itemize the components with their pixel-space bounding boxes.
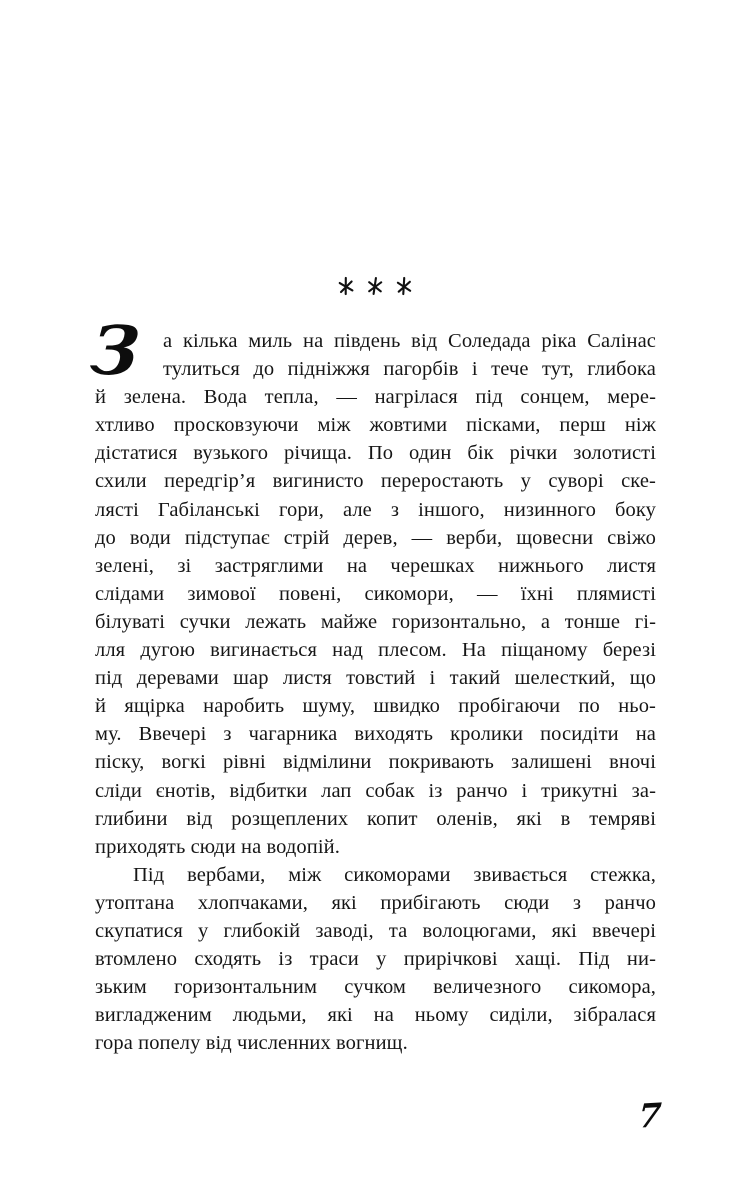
text-line: білуваті сучки лежать майже горизонтально, а тонше гі- <box>95 610 656 633</box>
text-line: а кілька миль на південь від Соледада ріка Салінас <box>163 330 656 352</box>
section-break-ornament <box>0 276 750 296</box>
text-line: до води підступає стрій дерев, — верби, щовесни свіжо <box>95 526 656 549</box>
text-line: Під вербами, між сикоморами звивається стежка, <box>133 863 656 886</box>
asterisk-icon <box>337 275 355 296</box>
asterisk-icon <box>396 276 413 297</box>
page-number: 7 <box>637 1095 663 1136</box>
body-text-block <box>88 311 656 1057</box>
text-line: втомлено сходять із траси у прирічкові хащі. Під ни- <box>95 948 656 971</box>
text-line: зьким горизонтальним сучком величезного сикомора, <box>95 976 656 999</box>
text-line: й зелена. Вода тепла, — нагрілася під сонцем, мере- <box>95 386 656 409</box>
paragraph <box>88 311 656 861</box>
text-line: му. Ввечері з чагарника виходять кролики посидіти на <box>95 723 656 746</box>
text-line: схили передгір’я вигинисто переростають у суворі ске- <box>95 470 656 493</box>
text-line: піску, вогкі рівні відмілини покривають залишені вночі <box>95 751 656 774</box>
text-line: вигладженим людьми, які на ньому сиділи, зібралася <box>95 1004 656 1027</box>
asterisk-icon <box>366 276 383 297</box>
text-line: глибини від розщеплених копит оленів, які в темряві <box>95 807 656 830</box>
drop-cap: З <box>88 311 143 390</box>
text-line: сліди єнотів, відбитки лап собак із ранчо і трикутні за- <box>95 779 656 802</box>
text-line: лясті Габіланські гори, але з іншого, низинного боку <box>95 498 656 521</box>
text-line: дістатися вузького річища. По один бік річки золотисті <box>95 442 656 465</box>
text-line: й ящірка наробить шуму, швидко пробігаючи по ньо- <box>95 695 656 718</box>
text-line: хтливо просковзуючи між жовтими пісками, перш ніж <box>95 414 656 437</box>
text-line: скупатися у глибокій заводі, та волоцюгами, які ввечері <box>95 919 656 942</box>
text-line: утоптана хлопчаками, які прибігають сюди з ранчо <box>95 891 656 914</box>
text-line: зелені, зі застряглими на черешках нижнього листя <box>95 554 656 577</box>
text-line: тулиться до підніжжя пагорбів і тече тут, глибока <box>163 358 656 381</box>
paragraph <box>95 861 656 1058</box>
text-line: приходять сюди на водопій. <box>95 835 340 858</box>
text-line: під деревами шар листя товстий і такий шелесткий, що <box>95 667 656 690</box>
text-line: гора попелу від численних вогнищ. <box>95 1032 408 1055</box>
text-line: слідами зимової повені, сикомори, — їхні плямисті <box>95 582 656 605</box>
text-line: лля дугою вигинається над плесом. На піщаному березі <box>95 639 656 662</box>
